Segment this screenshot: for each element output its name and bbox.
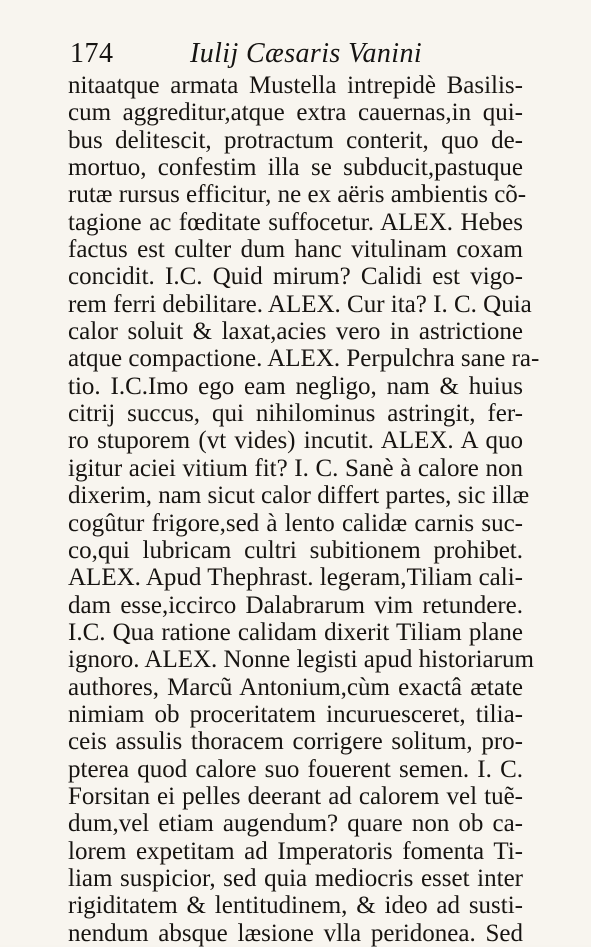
- text-line: pterea quod calore suo fouerent semen. I. C.: [68, 755, 523, 783]
- text-line: rutæ rursus efficitur, ne ex aëris ambientis cõ-: [68, 181, 527, 209]
- text-line: cum aggreditur,atque extra cauernas,in qui-: [68, 99, 523, 127]
- text-line: I.C. Qua ratione calidam dixerit Tiliam plane: [68, 618, 523, 646]
- text-line: dam esse,iccirco Dalabrarum vim retundere.: [68, 591, 523, 619]
- text-line: tagione ac fœditate suffocetur. ALEX. Hebes: [68, 208, 523, 236]
- text-line: calor soluit & laxat,acies vero in astrictione: [68, 318, 523, 346]
- text-line: nitaatque armata Mustella intrepidè Basilis-: [68, 72, 523, 99]
- running-head: Iulij Cæsaris Vanini: [190, 38, 423, 69]
- body-text: [68, 72, 540, 947]
- text-line: ignoro. ALEX. Nonne legisti apud historiarum: [68, 646, 534, 674]
- text-line: bus delitescit, protractum conterit, quo de-: [68, 126, 523, 154]
- text-line: factus est culter dum hanc vitulinam coxam: [68, 236, 523, 264]
- text-line: ro stuporem (vt vides) incutit. ALEX. A quo: [68, 427, 523, 455]
- text-line: co,qui lubricam cultri subitionem prohibet.: [68, 536, 523, 564]
- text-line: nimiam ob proceritatem incuruesceret, tilia-: [68, 700, 523, 728]
- text-line: rem ferri debilitare. ALEX. Cur ita? I. C. Quia: [68, 290, 532, 318]
- text-line: authores, Marcũ Antonium,cùm exactâ ætate: [68, 673, 523, 701]
- text-line: lorem expetitam ad Imperatoris fomenta Ti-: [68, 837, 523, 865]
- text-line: ceis assulis thoracem corrigere solitum, pro-: [68, 728, 523, 756]
- text-line: citrij succus, qui nihilominus astringit, fer-: [68, 400, 523, 428]
- text-line: dixerim, nam sicut calor differt partes, sic illæ: [68, 482, 530, 510]
- text-line: mortuo, confestim illa se subducit,pastuque: [68, 154, 523, 182]
- text-line: tio. I.C.Imo ego eam negligo, nam & huius: [68, 372, 523, 400]
- page-header: [70, 38, 530, 72]
- text-line: igitur aciei vitium fit? I. C. Sanè à calore non: [68, 454, 523, 482]
- page-number: 174: [70, 38, 114, 69]
- text-line: cogûtur frigore,sed à lento calidæ carnis suc-: [68, 509, 523, 537]
- text-line: liam suspicior, sed quia mediocris esset inter: [68, 864, 523, 892]
- text-line: concidit. I.C. Quid mirum? Calidi est vigo-: [68, 263, 523, 291]
- text-line: atque compactione. ALEX. Perpulchra sane ra-: [68, 345, 540, 373]
- text-line: dum,vel etiam augendum? quare non ob ca-: [68, 810, 523, 838]
- text-line: ALEX. Apud Thephrast. legeram,Tiliam cali-: [68, 564, 523, 592]
- text-line: rigiditatem & lentitudinem, & ideo ad susti-: [68, 892, 523, 920]
- text-line: nendum absque læsione vlla peridonea. Sed: [68, 919, 523, 947]
- text-line: Forsitan ei pelles deerant ad calorem vel tuẽ-: [68, 782, 523, 810]
